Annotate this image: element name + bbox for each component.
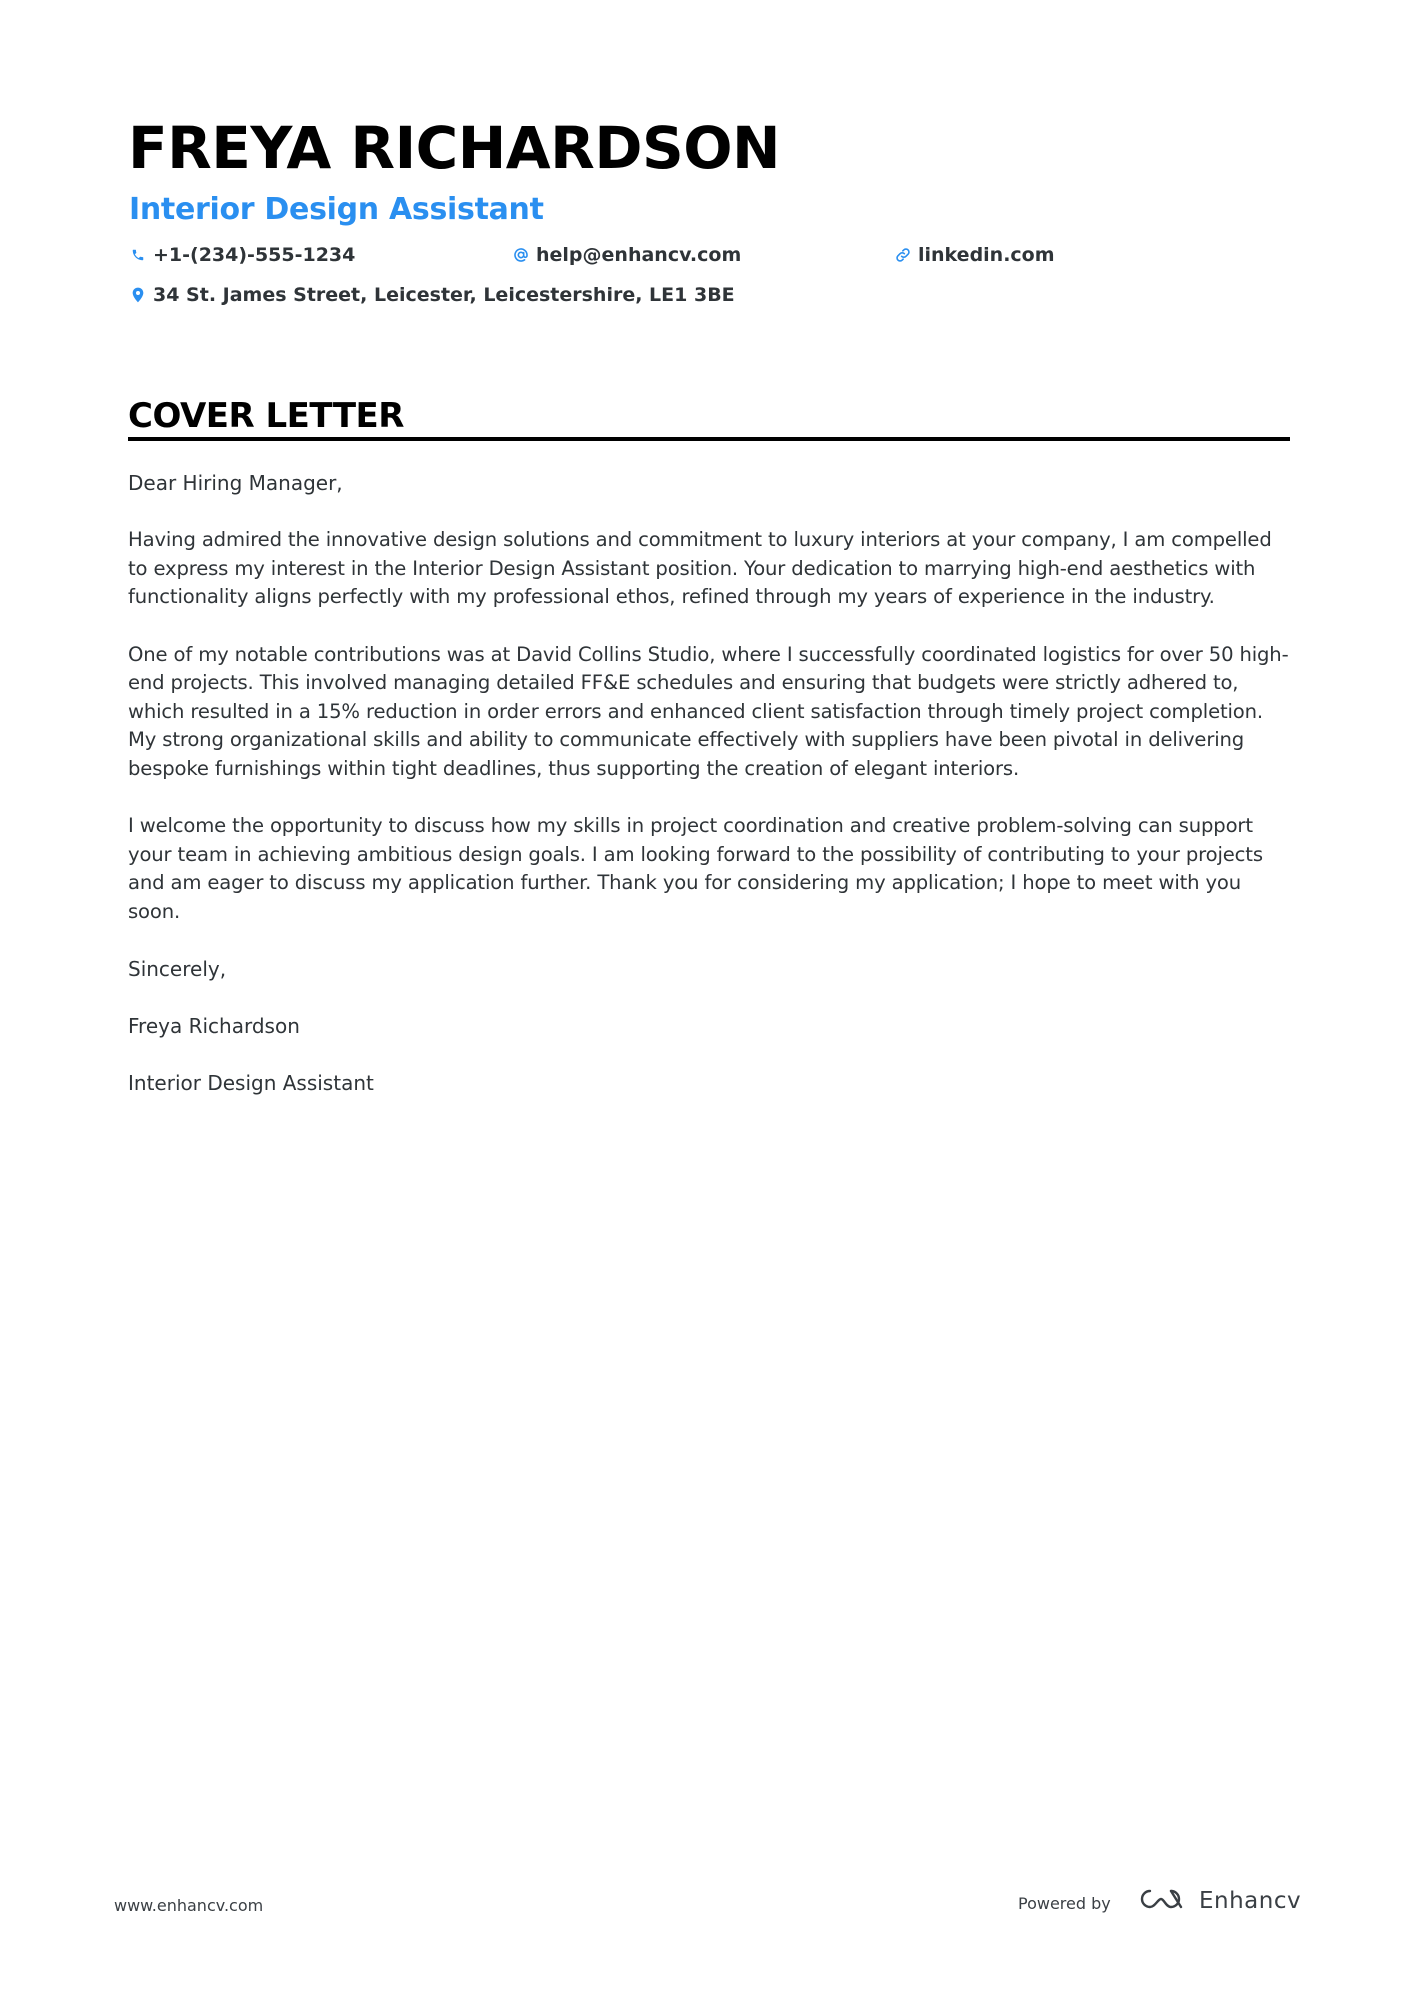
contact-email [512, 242, 741, 268]
letter-paragraph: I welcome the opportunity to discuss how my skills in project coordination and creative problem-solving can support your team in achieving ambitious design goals. I am looking forward to the possibility of contributing to your projects and am eager to discuss my application further. Thank you for considering my application; I hope to meet with you soon. [128, 814, 1263, 923]
phone-icon [129, 246, 147, 264]
enhancv-logo-icon [1137, 1886, 1185, 1916]
email-text[interactable]: help@enhancv.com [536, 244, 742, 266]
enhancv-wordmark: Enhancv [1199, 1888, 1302, 1914]
contact-phone [129, 242, 355, 268]
letter-closing: Sincerely, [128, 957, 227, 982]
signature-name: Freya Richardson [128, 1014, 300, 1039]
candidate-role: Interior Design Assistant [129, 192, 544, 227]
contact-linkedin [894, 242, 1055, 268]
candidate-name: FREYA RICHARDSON [128, 114, 781, 182]
enhancv-logo[interactable] [1137, 1886, 1301, 1916]
section-title: COVER LETTER [128, 396, 404, 436]
footer-url[interactable]: www.enhancv.com [114, 1896, 264, 1915]
section-divider [128, 437, 1290, 441]
location-pin-icon [129, 286, 147, 304]
signature-title: Interior Design Assistant [128, 1071, 374, 1096]
contact-address [129, 282, 735, 308]
letter-paragraph: One of my notable contributions was at David Collins Studio, where I successfully coordinated logistics for over 50 high-end projects. This involved managing detailed FF&E schedules and ensuring that budgets were strictly adhered to, which resulted in a 15% reduction in order errors and enhanced client satisfaction through timely project completion. My strong organizational skills and ability to communicate effectively with suppliers have been pivotal in delivering bespoke furnishings within tight deadlines, thus supporting the creation of elegant interiors. [128, 642, 1289, 780]
powered-by-label: Powered by [1018, 1894, 1111, 1913]
letter-paragraph: Having admired the innovative design solutions and commitment to luxury interiors at your company, I am compelled to express my interest in the Interior Design Assistant position. Your dedication to marrying high-end aesthetics with functionality aligns perfectly with my professional ethos, refined through my years of experience in the industry. [128, 528, 1272, 609]
address-text: 34 St. James Street, Leicester, Leicestershire, LE1 3BE [153, 284, 735, 306]
letter-body [128, 469, 1290, 1127]
at-icon [512, 246, 530, 264]
phone-text[interactable]: +1-(234)-555-1234 [153, 244, 356, 266]
link-icon [894, 246, 912, 264]
linkedin-text[interactable]: linkedin.com [918, 244, 1055, 266]
letter-greeting: Dear Hiring Manager, [128, 471, 343, 495]
